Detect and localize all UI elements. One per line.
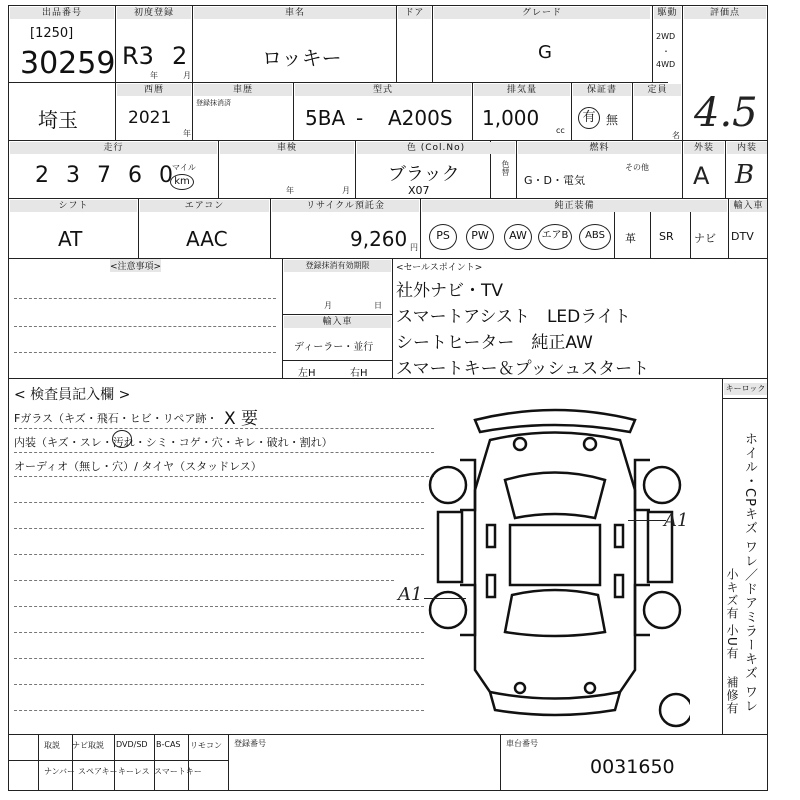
inspector-header: < 検査員記入欄 > — [14, 387, 131, 403]
recycle-unit: 円 — [410, 243, 418, 252]
equipment-list — [424, 218, 764, 256]
equip-pw: PW — [466, 224, 494, 250]
equip-airbag: エアB — [538, 224, 572, 250]
header-displacement: 排気量 — [474, 84, 570, 96]
equip-navi: ナビ — [694, 232, 716, 245]
legend-sub-3: 補修有 — [725, 676, 739, 715]
item-dvd: DVD/SD — [116, 740, 148, 749]
header-inspection: 車検 — [220, 142, 354, 154]
mileage-digit: 6 — [128, 163, 142, 188]
import-label: 輸入車 — [284, 316, 391, 328]
year-unit: 年 — [183, 129, 191, 138]
interior-grade: B — [735, 160, 755, 190]
mileage-unit-mile: マイル — [172, 163, 196, 172]
first-reg-month: 2 — [172, 42, 188, 70]
color-code: X07 — [408, 184, 430, 197]
header-rating: 評価点 — [684, 7, 766, 19]
item-bcas: B-CAS — [156, 740, 181, 749]
header-shift: シフト — [10, 200, 137, 212]
legend-sub-2: 小U有 — [725, 624, 739, 660]
rating-score: 4.5 — [694, 90, 758, 136]
capacity-unit: 名 — [672, 131, 680, 140]
fuel-other: その他 — [625, 163, 649, 172]
item-manual: 取説 — [44, 741, 60, 750]
header-car-name: 車名 — [194, 7, 396, 19]
warranty-no: 無 — [606, 113, 619, 127]
displacement-unit: cc — [556, 126, 565, 135]
equip-abs: ABS — [579, 224, 611, 250]
header-drive: 駆動 — [654, 7, 681, 19]
damage-mark-right: A1 — [664, 510, 689, 531]
header-doors: ドア — [398, 7, 431, 19]
notes-label: <注意事項> — [110, 259, 161, 272]
sales-point-3: シートヒーター 純正AW — [396, 333, 593, 353]
fuel-options: G・D・電気 — [524, 174, 585, 187]
sales-point-4: スマートキー＆プッシュスタート — [396, 359, 650, 379]
glass-mark: X 要 — [224, 409, 259, 429]
bottom-row-2 — [40, 766, 228, 784]
bottom-row-1 — [40, 740, 228, 758]
header-capacity: 定員 — [634, 84, 681, 96]
model-code: A200S — [388, 106, 453, 130]
equip-ps: PS — [429, 224, 457, 250]
item-smart-key: スマートキー — [154, 767, 202, 776]
header-reg-expiry: 登録抹消有効期限 — [284, 260, 391, 272]
header-first-reg: 初度登録 — [117, 7, 191, 19]
inspection-month: 月 — [342, 186, 350, 195]
car-diagram — [420, 400, 690, 730]
header-equipment: 純正装備 — [422, 200, 727, 212]
lot-prefix: [1250] — [30, 26, 74, 41]
header-aircon: エアコン — [140, 200, 269, 212]
header-fuel: 燃料 — [518, 142, 681, 154]
header-interior: 内装 — [727, 142, 767, 154]
stain-circle — [112, 430, 132, 448]
header-grade: グレード — [434, 7, 650, 19]
header-exterior: 外装 — [684, 142, 724, 154]
car-grade: G — [538, 42, 552, 63]
handle-left: 左H — [298, 368, 316, 379]
header-history: 車歴 — [194, 84, 292, 96]
legend-sub-1: 小キズ有 — [725, 568, 739, 620]
item-spare-key: スペアキー — [78, 767, 118, 776]
mileage-digit: 3 — [66, 163, 80, 188]
chassis-label: 車台番号 — [506, 739, 538, 748]
first-reg-month-unit: 月 — [183, 71, 191, 80]
header-warranty: 保証書 — [573, 84, 631, 96]
equip-sr: SR — [659, 230, 674, 243]
mileage-digits — [30, 163, 178, 188]
handle-right: 右H — [350, 368, 368, 379]
header-year: 西暦 — [117, 84, 191, 96]
mileage-digit: 7 — [97, 163, 111, 188]
item-remote: リモコン — [190, 741, 222, 750]
color-name: ブラック — [388, 164, 460, 185]
equip-aw: AW — [504, 224, 532, 250]
header-color: 色 (Col.No) — [357, 142, 515, 154]
exterior-grade: A — [693, 162, 710, 190]
chassis-number: 0031650 — [590, 756, 675, 778]
equip-leather: 革 — [625, 232, 636, 245]
history-note: 登録抹消済 — [196, 99, 231, 107]
header-import: 輸入車 — [730, 200, 767, 212]
warranty-yes: 有 — [578, 107, 600, 129]
mileage-unit-km: km — [170, 174, 194, 190]
item-number: ナンバー — [44, 767, 76, 776]
drive-4wd: 4WD — [656, 60, 676, 69]
region: 埼玉 — [38, 108, 78, 132]
drive-2wd: 2WD — [656, 32, 676, 41]
legend-vertical: ホイル・CPキズ ワレ／ドアミラーキズ ワレ — [742, 432, 757, 714]
first-reg-era: R3 — [122, 42, 154, 70]
header-mileage: 走行 — [10, 142, 217, 154]
damage-mark-left: A1 — [398, 584, 423, 605]
lot-number: 30259 — [20, 46, 116, 81]
drive-dot: ・ — [662, 47, 670, 56]
reg-number-label: 登録番号 — [234, 739, 266, 748]
sales-point-2: スマートアシスト LEDライト — [396, 307, 631, 327]
mileage-digit: 0 — [159, 163, 173, 188]
inspection-year: 年 — [286, 186, 294, 195]
year-value: 2021 — [128, 108, 172, 128]
equip-dtv: DTV — [731, 230, 754, 243]
car-name: ロッキー — [262, 46, 342, 70]
inspector-line-1: Fガラス（キズ・飛石・ヒビ・リペア跡・ — [14, 412, 218, 425]
color-change: 色替 — [501, 160, 510, 176]
dealer-label: ディーラー・並行 — [294, 342, 374, 353]
reg-day: 日 — [374, 301, 382, 310]
inspector-line-3: オーディオ（無し・穴）/ タイヤ（スタッドレス） — [14, 460, 262, 473]
displacement-value: 1,000 — [482, 106, 540, 130]
item-keyless: キーレス — [118, 767, 150, 776]
model-sep: - — [356, 106, 364, 130]
header-key-lock: キーロック — [725, 384, 766, 393]
recycle-value: 9,260 — [350, 227, 408, 251]
shift-value: AT — [58, 227, 83, 251]
header-lot: 出品番号 — [10, 7, 114, 19]
mileage-digit: 2 — [35, 163, 49, 188]
aircon-value: AAC — [186, 227, 228, 251]
reg-month: 月 — [324, 301, 332, 310]
model-prefix: 5BA — [305, 106, 346, 130]
sales-point-1: 社外ナビ・TV — [396, 281, 504, 301]
header-model: 型式 — [295, 84, 471, 96]
item-navi-manual: ナビ取説 — [72, 741, 104, 750]
inspector-line-2: 内装（キズ・スレ・汚れ・シミ・コゲ・穴・キレ・破れ・割れ） — [14, 436, 333, 449]
header-recycle: リサイクル預託金 — [272, 200, 419, 212]
first-reg-year-unit: 年 — [150, 71, 158, 80]
sales-points-header: <セールスポイント> — [396, 263, 483, 273]
